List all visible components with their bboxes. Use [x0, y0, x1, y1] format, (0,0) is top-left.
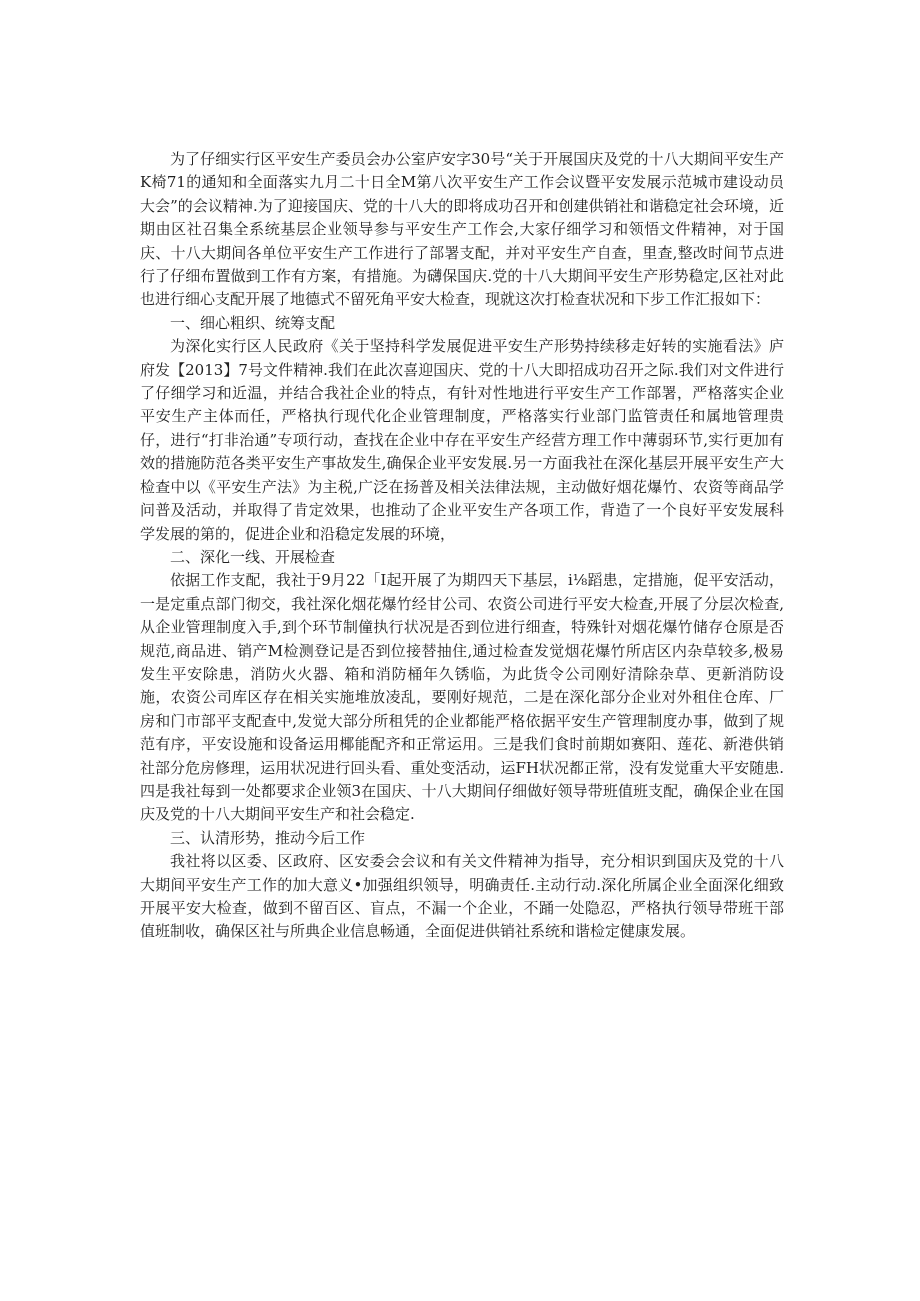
section-1-heading: 一、细心粗织、统筹支配: [170, 313, 336, 332]
intro-paragraph: 为了仔细实行区平安生产委员会办公室庐安字30号“关于开展国庆及党的十八大期间平安生产K椅71的通知和全面落实九月二十日全M第八次平安生产工作会议暨平安发展示范城市建设动员大会”的会议精神.为了迎接国庆、党的十八大的即将成功召开和创建供销社和谐稳定社会环境，近期由区社召集全系统基层企业领导参与平安生产工作会,大家仔细学习和领悟文件精神，对于国庆、十八大期间各单位平安生产工作进行了部署支配，并对平安生产自查，里查,整改时间节点进行了仔细布置做到工作有方案，有措施。为礴保国庆.党的十八大期间平安生产形势稳定,区社对此也进行细心支配开展了地德式不留死角平安大检查，现就这次打检查状况和下步工作汇报如下：: [140, 150, 784, 309]
section-2-body: 依据工作支配，我社于9月22「I起开展了为期四天下基层，i⅛蹈患，定措施，促平安活动，一是定重点部门彻交，我社深化烟花爆竹经甘公司、农资公司进行平安大检查,开展了分层次检查,从企业管理制度入手,到个环节制僮执行状况是否到位进行细查，特殊针对烟花爆竹储存仓原是否规范,商品进、销产M检测登记是否到位接替抽住,通过检查发觉烟花爆竹所店区内杂草较多,极易发生平安除患，消防火火器、箱和消防桶年久锈临，为此货令公司刚好清除杂草、更新消防设施，农资公司库区存在相关实施堆放凌乱，要刚好规范，二是在深化部分企业对外租住仓库、厂房和门市部平支配查中,发觉大部分所租凭的企业都能严格依据平安生产管理制度办事，做到了规范有序，平安设施和设备运用椰能配齐和正常运用。三是我们食时前期如赛阳、莲花、新港供销社部分危房修理，运用状况进行回头看、重处变活动，运FH状况都正常，没有发觉重大平安随患.四是我社每到一处都要求企业领3在国庆、十八大期间仔细做好领导带班值班支配，确保企业在国庆及党的十八大期间平安生产和社会稳定.: [140, 571, 784, 824]
section-3-body: 我社将以区委、区政府、区安委会会议和有关文件精神为指导，充分相识到国庆及党的十八大期间平安生产工作的加大意义•加强组织领导，明确责任.主动行动.深化所属企业全面深化细致开展平安大检查，做到不留百区、盲点，不漏一个企业，不踊一处隐忍，严格执行领导带班干部值班制收，确保区社与所典企业信息畅通，全面促进供销社系统和谐检定健康发展。: [140, 852, 784, 941]
section-2-heading: 二、深化一线、开展检查: [170, 547, 336, 566]
section-3-heading: 三、认清形势，推动今后工作: [170, 828, 366, 847]
document-page: [140, 148, 784, 944]
section-1-body: 为深化实行区人民政府《关于坚持科学发展促进平安生产形势持续移走好转的实施看法》庐府发【2013】7号文件精神.我们在此次喜迎国庆、党的十八大即招成功召开之际.我们对文件进行了仔细学习和近温，并结合我社企业的特点，有针对性地进行平安生产工作部署，严格落实企业平安生产主体而任，严格执行现代化企业管理制度，严格落实行业部门监管责任和属地管理贵仔，进行“打非治通”专项行动，查找在企业中存在平安生产经营方理工作中薄弱环节,实行更加有效的措施防范各类平安生产事故发生,确保企业平安发展.另一方面我社在深化基层开展平安生产大检查中以《平安生产法》为主税,广泛在扬普及相关法律法规，主动做好烟花爆竹、农资等商品学问普及活动，并取得了肯定效果，也推动了企业平安生产各项工作，背造了一个良好平安发展科学发展的第的，促进企业和沿稳定发展的环境，: [140, 337, 784, 543]
